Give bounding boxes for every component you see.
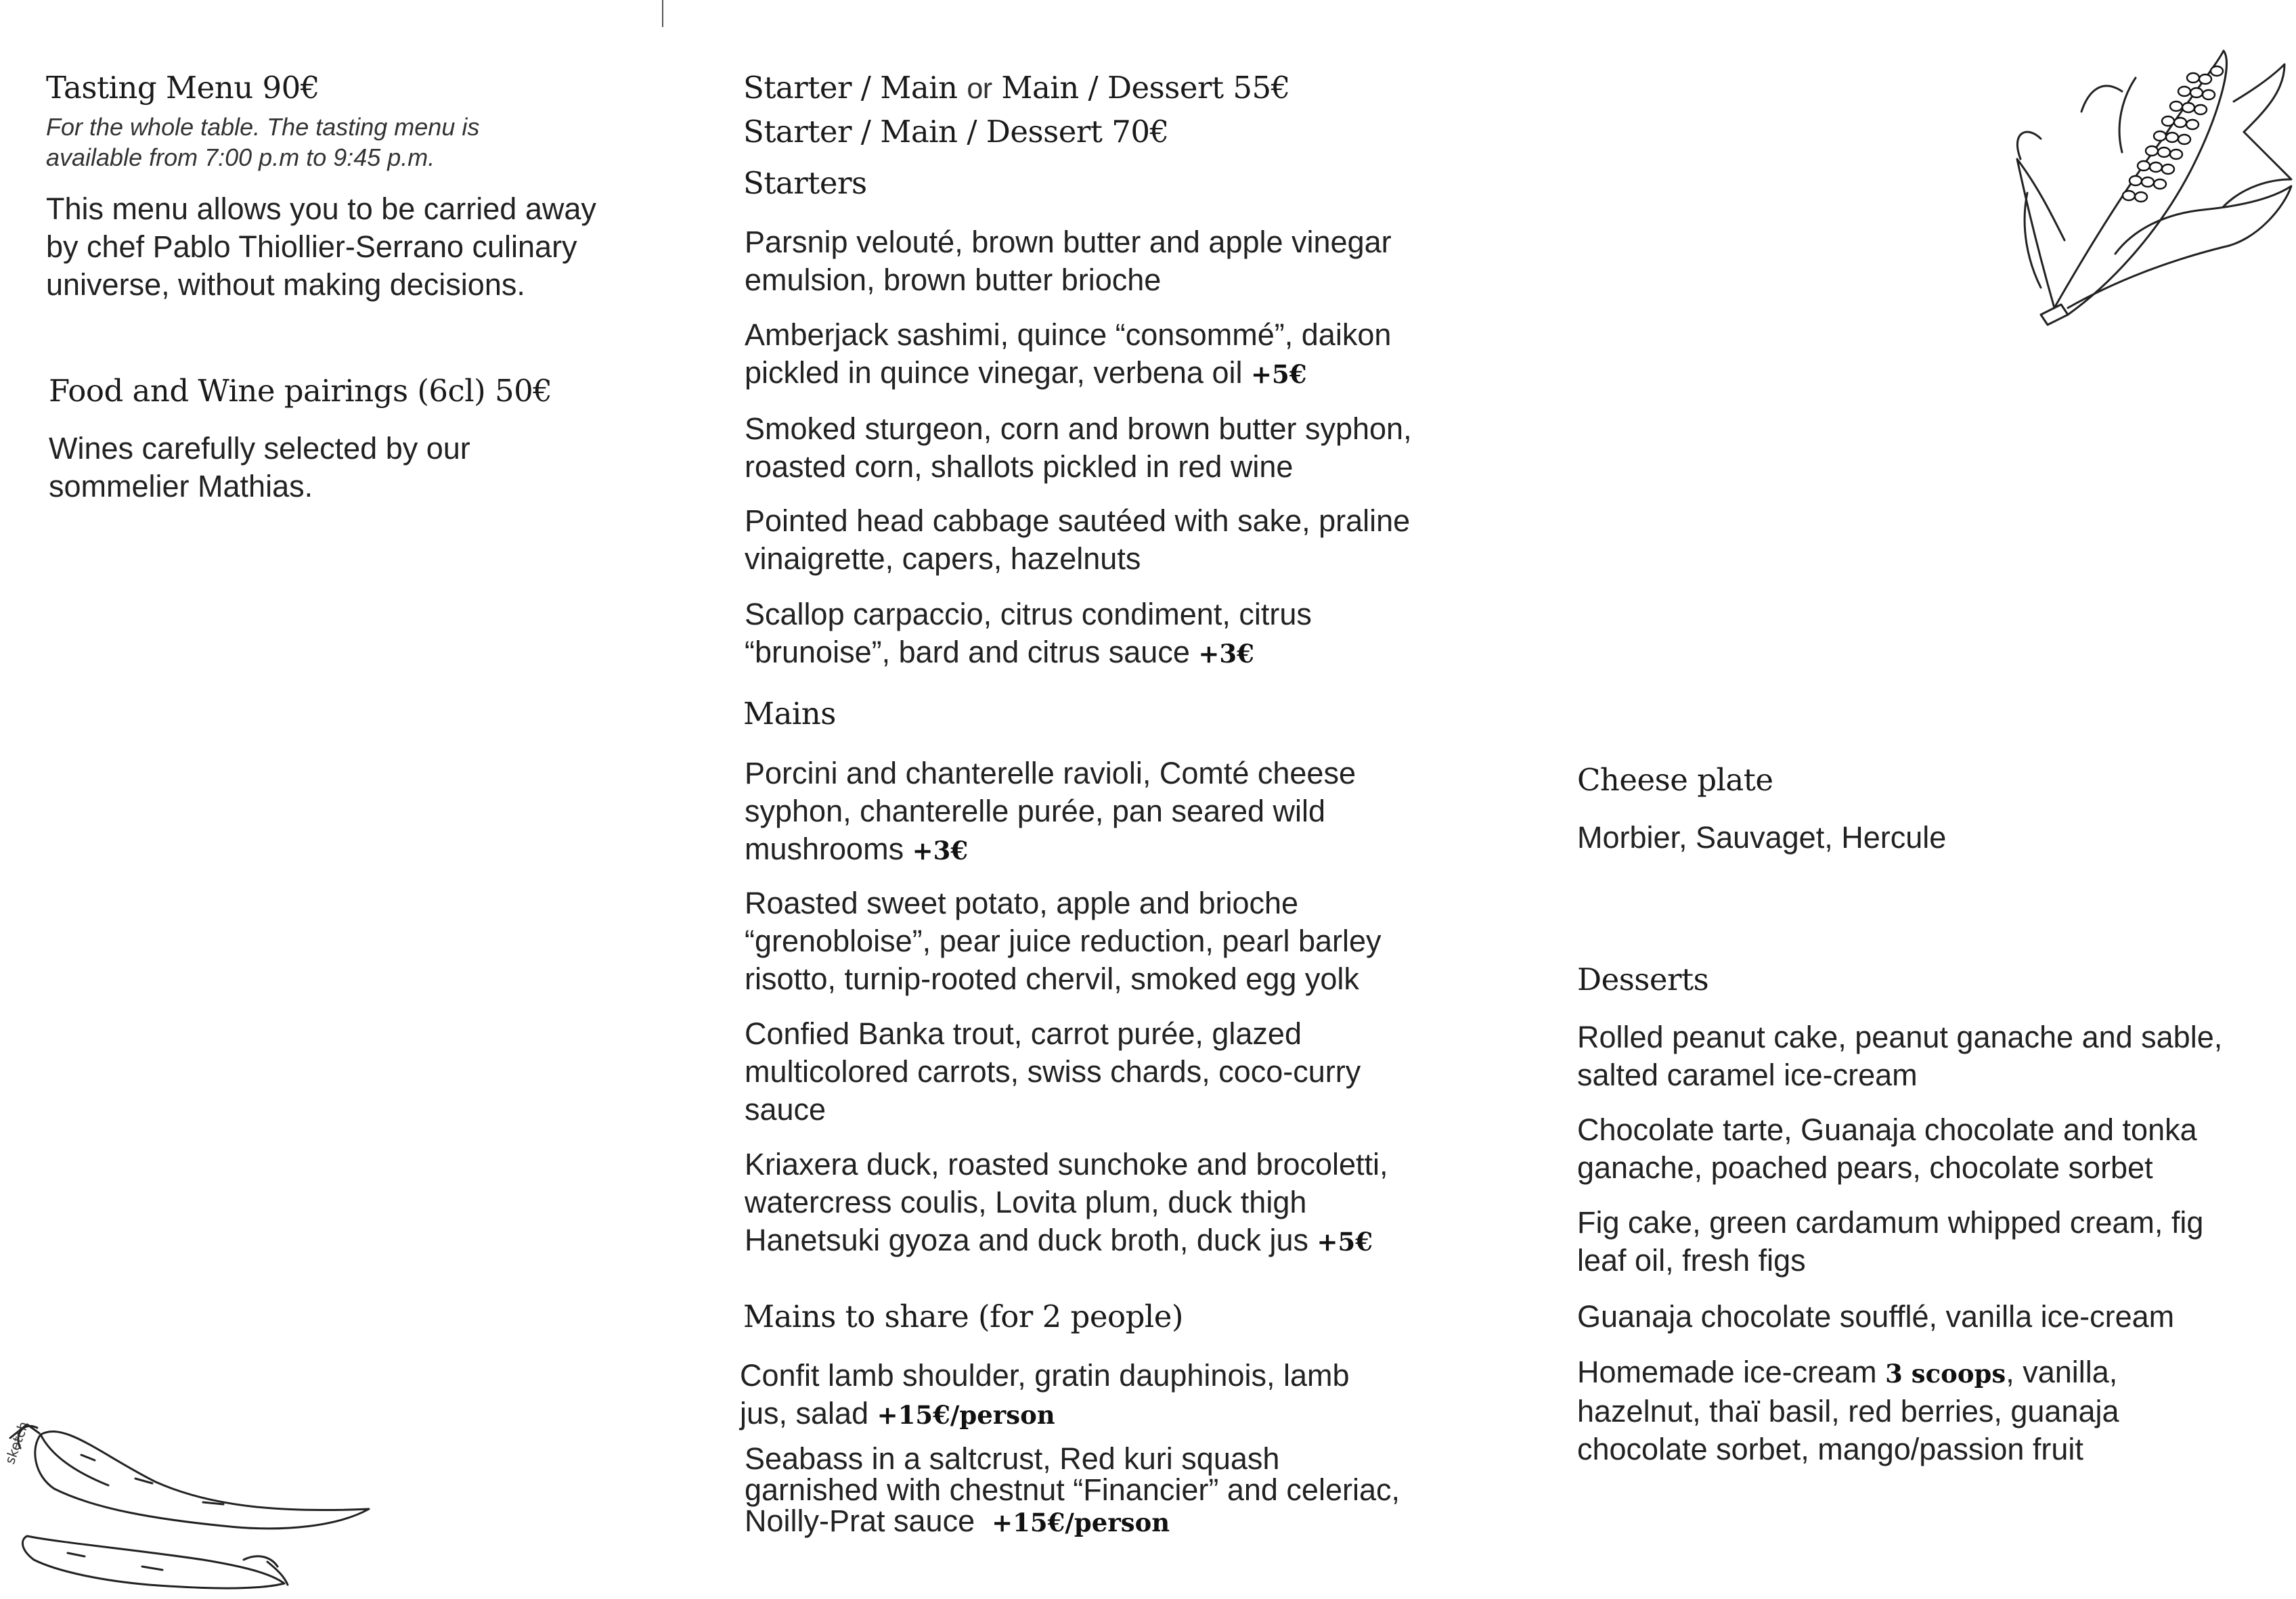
fold-mark: [662, 0, 663, 27]
formula-line-2: Starter / Main / Dessert 70€: [743, 114, 1169, 150]
formula-main-dessert: Main / Dessert 55€: [1001, 70, 1290, 106]
pairings-description: Wines carefully selected by our sommelier Mathias.: [49, 431, 470, 503]
desserts-title: Desserts: [1577, 962, 1709, 997]
cheese-title: Cheese plate: [1577, 762, 1773, 798]
share-title: Mains to share (for 2 people): [743, 1299, 1183, 1334]
tasting-menu-note: For the whole table. The tasting menu is available from 7:00 p.m to 9:45 p.m.: [46, 113, 480, 171]
dessert-item: Rolled peanut cake, peanut ganache and sable, salted caramel ice-cream: [1577, 1020, 2223, 1092]
dessert-item: Chocolate tarte, Guanaja chocolate and tonka ganache, poached pears, chocolate sorbet: [1577, 1112, 2197, 1185]
scoops-badge: 3 scoops: [1885, 1359, 2006, 1389]
supplement-badge: +15€/person: [992, 1508, 1170, 1537]
corn-illustration: [2000, 37, 2296, 328]
svg-text:sketch: sketch: [1, 1419, 32, 1466]
main-item: Confied Banka trout, carrot purée, glazed multicolored carrots, swiss chards, coco-curry sauce: [745, 1016, 1361, 1127]
supplement-badge: +3€: [1198, 639, 1254, 669]
formula-line-1: [743, 69, 1290, 108]
main-item: Kriaxera duck, roasted sunchoke and brocoletti, watercress coulis, Lovita plum, duck thigh Hanetsuki gyoza and duck broth, duck jus +5€: [745, 1147, 1388, 1257]
share-item: Seabass in a saltcrust, Red kuri squash garnished with chestnut “Financier” and celeriac, Noilly-Prat sauce +15€/person: [745, 1441, 1400, 1538]
starters-title: Starters: [743, 165, 867, 201]
supplement-badge: +5€: [1317, 1227, 1373, 1257]
starter-item: Pointed head cabbage sautéed with sake, praline vinaigrette, capers, hazelnuts: [745, 503, 1411, 576]
formula-or: or: [967, 72, 992, 105]
starter-item: Amberjack sashimi, quince “consommé”, daikon pickled in quince vinegar, verbena oil +5€: [745, 317, 1392, 390]
starter-item: Parsnip velouté, brown butter and apple vinegar emulsion, brown butter brioche: [745, 225, 1392, 297]
mains-title: Mains: [743, 696, 836, 731]
cheese-description: Morbier, Sauvaget, Hercule: [1577, 820, 1947, 855]
formula-starter-main: Starter / Main: [743, 70, 958, 106]
parsnip-illustration: [0, 1407, 386, 1599]
dessert-item: Guanaja chocolate soufflé, vanilla ice-cream: [1577, 1299, 2175, 1334]
tasting-menu-title: Tasting Menu 90€: [46, 70, 319, 106]
supplement-badge: +3€: [912, 836, 969, 865]
supplement-badge: +5€: [1250, 359, 1307, 389]
starter-item: Smoked sturgeon, corn and brown butter syphon, roasted corn, shallots pickled in red wine: [745, 411, 1412, 484]
dessert-item: Fig cake, green cardamum whipped cream, fig leaf oil, fresh figs: [1577, 1205, 2204, 1278]
main-item: Porcini and chanterelle ravioli, Comté cheese syphon, chanterelle purée, pan seared wild mushrooms +3€: [745, 756, 1356, 866]
dessert-item-icecream: Homemade ice-cream 3 scoops, vanilla, hazelnut, thaï basil, red berries, guanaja chocolate sorbet, mango/passion fruit: [1577, 1355, 2119, 1466]
starter-item: Scallop carpaccio, citrus condiment, citrus “brunoise”, bard and citrus sauce +3€: [745, 597, 1312, 669]
share-item: Confit lamb shoulder, gratin dauphinois, lamb jus, salad +15€/person: [740, 1358, 1350, 1431]
main-item: Roasted sweet potato, apple and brioche “grenobloise”, pear juice reduction, pearl barley risotto, turnip-rooted chervil, smoked egg yolk: [745, 886, 1382, 996]
pairings-title: Food and Wine pairings (6cl) 50€: [49, 373, 552, 409]
tasting-menu-description: This menu allows you to be carried away by chef Pablo Thiollier-Serrano culinary universe, without making decisions.: [46, 192, 596, 302]
supplement-badge: +15€/person: [877, 1400, 1055, 1430]
